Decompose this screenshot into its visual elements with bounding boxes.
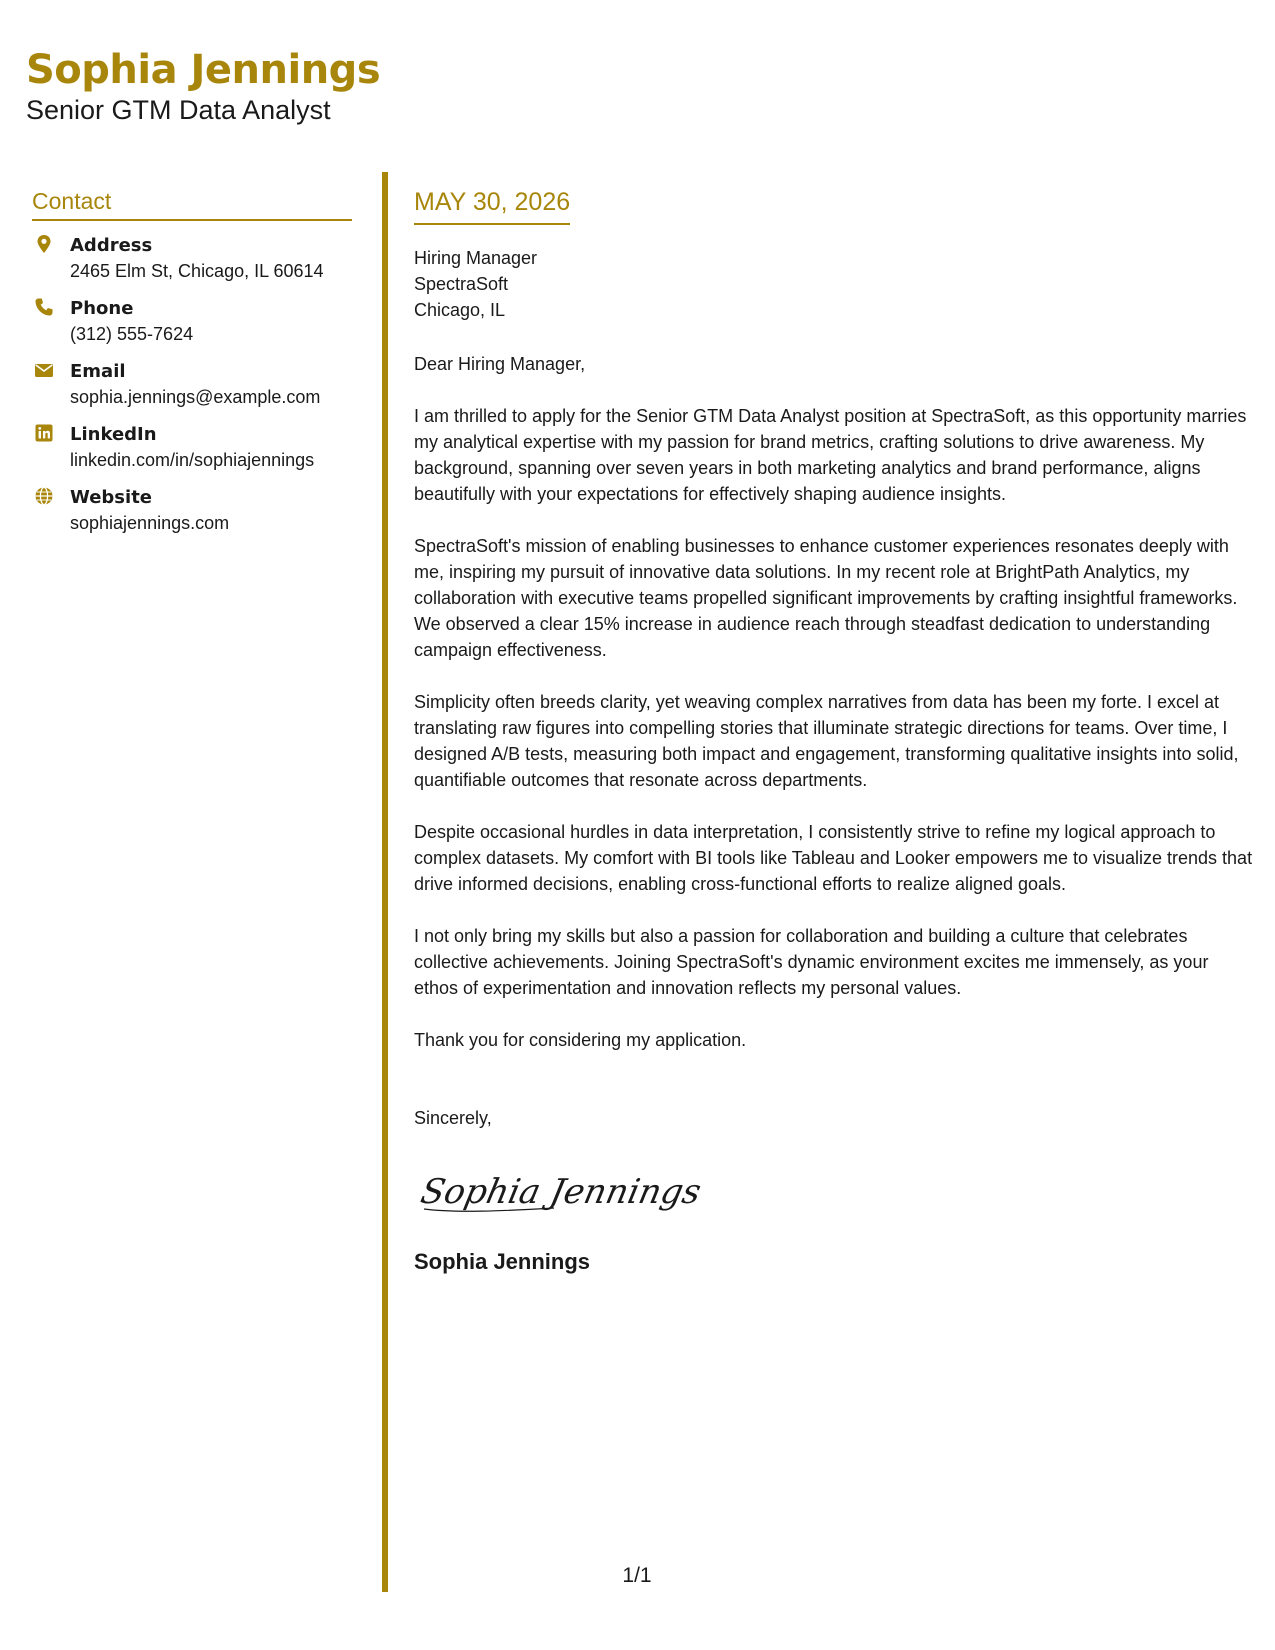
contact-email-value[interactable]: sophia.jennings@example.com	[70, 387, 321, 407]
salutation: Dear Hiring Manager,	[414, 354, 586, 374]
contact-address	[32, 233, 352, 283]
signature-image	[414, 1161, 705, 1221]
contact-phone-value: (312) 555-7624	[70, 324, 194, 344]
applicant-title: Senior GTM Data Analyst	[26, 95, 331, 125]
envelope-icon	[34, 360, 54, 380]
closing: Sincerely,	[414, 1108, 492, 1128]
map-pin-icon	[34, 234, 54, 254]
contact-address-label: Address	[70, 235, 153, 256]
contact-sidebar	[32, 188, 352, 548]
signer-name: Sophia Jennings	[414, 1249, 591, 1274]
contact-heading: Contact	[32, 188, 352, 221]
contact-email-label: Email	[70, 361, 126, 382]
paragraph: I am thrilled to apply for the Senior GTM Data Analyst position at SpectraSoft, as this opportunity marries my analytical expertise with my passion for brand metrics, crafting solutions to drive awareness. My background, spanning over seven years in both marketing analytics and brand performance, aligns beautifully with your expectations for effectively shaping audience insights.	[414, 406, 1247, 504]
applicant-name: Sophia Jennings	[26, 47, 381, 93]
contact-address-value: 2465 Elm St, Chicago, IL 60614	[70, 261, 324, 281]
contact-phone-label: Phone	[70, 298, 134, 319]
recipient-block	[414, 245, 1254, 323]
contact-phone	[32, 296, 352, 346]
recipient-company: SpectraSoft	[414, 274, 509, 294]
paragraph: Thank you for considering my application.	[414, 1030, 747, 1050]
paragraph: Simplicity often breeds clarity, yet weaving complex narratives from data has been my forte. I excel at translating raw figures into compelling stories that illuminate strategic directions for teams. Over time, I designed A/B tests, measuring both impact and engagement, transforming qualitative insights into solid, quantifiable outcomes that resonate across departments.	[414, 692, 1239, 790]
paragraph: I not only bring my skills but also a passion for collaboration and building a culture that celebrates collective achievements. Joining SpectraSoft's dynamic environment excites me immensely, as your ethos of experimentation and innovation reflects my personal values.	[414, 926, 1209, 998]
recipient-name: Hiring Manager	[414, 248, 538, 268]
svg-text:Sophia Jennings: Sophia Jennings	[417, 1172, 705, 1212]
contact-website-label: Website	[70, 487, 153, 508]
letter-date: MAY 30, 2026	[414, 188, 570, 225]
contact-email	[32, 359, 352, 409]
letter-body	[414, 188, 1254, 1276]
paragraph: Despite occasional hurdles in data interpretation, I consistently strive to refine my logical approach to complex datasets. My comfort with BI tools like Tableau and Looker empowers me to visualize trends that drive informed decisions, enabling cross-functional efforts to realize aligned goals.	[414, 822, 1253, 894]
recipient-location: Chicago, IL	[414, 300, 506, 320]
column-divider	[382, 172, 388, 1592]
linkedin-icon	[34, 423, 54, 443]
contact-linkedin-value[interactable]: linkedin.com/in/sophiajennings	[70, 450, 315, 470]
globe-icon	[34, 486, 54, 506]
letter-header	[26, 48, 380, 126]
contact-website	[32, 485, 352, 535]
paragraph: SpectraSoft's mission of enabling businesses to enhance customer experiences resonates deeply with me, inspiring my pursuit of innovative data solutions. In my recent role at BrightPath Analytics, my collaboration with executive teams propelled significant improvements by crafting insightful frameworks. We observed a clear 15% increase in audience reach through steadfast dedication to understanding campaign effectiveness.	[414, 536, 1238, 660]
contact-website-value[interactable]: sophiajennings.com	[70, 513, 230, 533]
contact-linkedin-label: LinkedIn	[70, 424, 157, 445]
page-number: 1/1	[622, 1564, 652, 1587]
phone-icon	[34, 297, 54, 317]
contact-linkedin	[32, 422, 352, 472]
